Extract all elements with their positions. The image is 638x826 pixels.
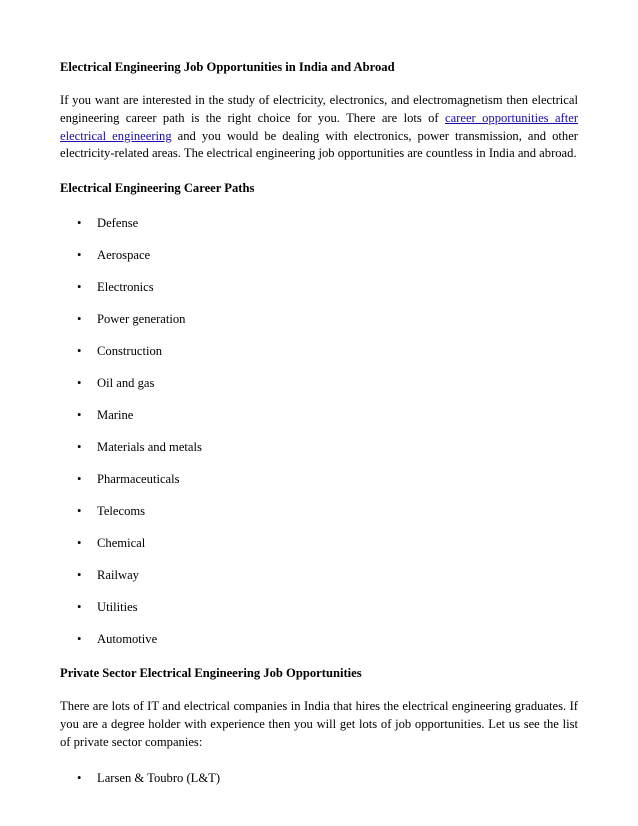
companies-list [60,769,578,787]
spacer [60,76,578,92]
list-item [60,310,578,328]
list-item-label: Defense [97,216,139,231]
list-item-label: Chemical [97,536,146,551]
bullet-icon: • [77,770,82,785]
list-item [60,246,578,264]
bullet-icon: • [77,632,82,647]
bullet-icon: • [77,440,82,455]
document-page [60,58,578,787]
career-opportunities-link[interactable]: career opportunities after electrical engineering [60,110,579,143]
spacer [60,648,578,664]
list-item [60,566,578,584]
list-item [60,502,578,520]
bullet-icon: • [77,248,82,263]
list-item-label: Railway [97,568,139,583]
bullet-icon: • [77,312,82,327]
list-item-label: Aerospace [97,248,151,263]
list-item-label: Oil and gas [97,376,155,391]
list-item-label: Materials and metals [97,440,202,455]
intro-text-before-link: If you want are interested in the study of electricity, electronics, and electromagnetism then electrical engineering career path is the right choice for you. There are lots of [60,93,578,125]
career-paths-list [60,214,578,648]
list-item-label: Pharmaceuticals [97,472,180,487]
private-sector-paragraph: There are lots of IT and electrical companies in India that hires the electrical engineering graduates. If you are a degree holder with experience then you will get lots of job opportunities. Let us see the list of private sector companies: [60,699,578,749]
bullet-icon: • [77,504,82,519]
list-item-label: Telecoms [97,504,146,519]
list-item [60,342,578,360]
list-item [60,534,578,552]
list-item [60,438,578,456]
bullet-icon: • [77,568,82,583]
bullet-icon: • [77,408,82,423]
list-item-label: Construction [97,344,163,359]
bullet-icon: • [77,536,82,551]
list-item [60,406,578,424]
spacer [60,163,578,179]
career-paths-heading: Electrical Engineering Career Paths [60,181,255,196]
private-sector-heading: Private Sector Electrical Engineering Job Opportunities [60,666,362,681]
list-item-label: Utilities [97,600,138,615]
bullet-icon: • [77,472,82,487]
list-item [60,278,578,296]
list-item [60,598,578,616]
list-item [60,769,578,787]
bullet-icon: • [77,600,82,615]
bullet-icon: • [77,280,82,295]
spacer [60,752,578,769]
intro-paragraph [60,92,578,163]
list-item [60,374,578,392]
intro-text-after-link: and you would be dealing with electronics, power transmission, and other electricity-related areas. The electrical engineering job opportunities are countless in India and abroad. [60,128,578,161]
bullet-icon: • [77,344,82,359]
list-item [60,630,578,648]
list-item-label: Larsen & Toubro (L&T) [97,770,221,785]
bullet-icon: • [77,376,82,391]
list-item-label: Electronics [97,280,154,295]
page-title: Electrical Engineering Job Opportunities in India and Abroad [60,60,395,74]
list-item-label: Power generation [97,312,186,327]
list-item-label: Automotive [97,632,158,647]
list-item [60,470,578,488]
list-item [60,214,578,232]
list-item-label: Marine [97,408,134,423]
spacer [60,682,578,698]
spacer [60,197,578,214]
bullet-icon: • [77,216,82,231]
